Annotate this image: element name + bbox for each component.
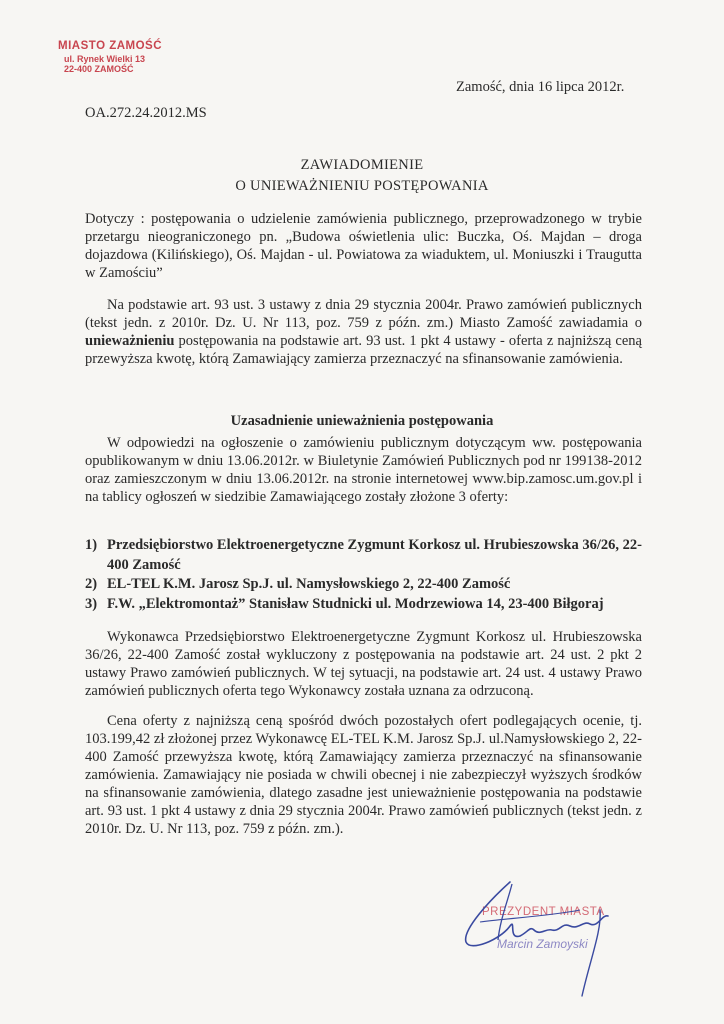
document-title — [0, 155, 724, 197]
offer-text: F.W. „Elektromontaż” Stanisław Studnicki ul. Modrzewiowa 14, 23-400 Biłgoraj — [107, 595, 604, 612]
justification-heading: Uzasadnienie unieważnienia postępowania — [230, 413, 494, 429]
price-paragraph: Cena oferty z najniższą ceną spośród dwóch pozostałych ofert podlegających ocenie, tj. 103.199,42 zł złożonej przez Wykonawcę EL-TEL K.M. Jarosz Sp.J. ul.Namysłowskiego 2, 22-400 Zamość przewyższa kwotę, którą Zamawiający zamierza przeznaczyć na sfinansowanie zamówienia. Zamawiający nie posiada w chwili obecnej i nie zabezpieczył wyższych środków na sfinansowanie zamówienia, dlatego zasadne jest unieważnienie postępowania na podstawie art. 93 ust. 1 pkt 4 ustawy z dnia 29 stycznia 2004r. Prawo zamówień publicznych (tekst jedn. z 2010r. Dz. U. Nr 113, poz. 759 z późn. zm.). — [85, 713, 642, 837]
notice-text-2: postępowania na podstawie art. 93 ust. 1 pkt 4 ustawy - oferta z najniższą ceną przewyższa kwotę, którą Zamawiający zamierza przeznaczyć na sfinansowanie zamówienia. — [85, 333, 642, 367]
subject-paragraph: Dotyczy : postępowania o udzielenie zamówienia publicznego, przeprowadzonego w trybie przetargu nieograniczonego pn. „Budowa oświetlenia ulic: Buczka, Oś. Majdan – droga dojazdowa (Kilińskiego), Oś. Majdan - ul. Powiatowa za wiaduktem, ul. Moniuszki i Traugutta w Zamościu” — [85, 211, 642, 281]
notice-bold-word: unieważnieniu — [85, 333, 175, 349]
signature-stamp-title: PREZYDENT MIASTA — [482, 906, 605, 918]
list-item — [85, 595, 645, 615]
notice-paragraph — [85, 296, 642, 368]
offers-list — [85, 536, 645, 614]
letterhead-stamp — [58, 40, 162, 75]
stamp-postcode: 22-400 ZAMOŚĆ — [64, 64, 134, 75]
reference-number: OA.272.24.2012.MS — [85, 105, 207, 121]
offer-text: Przedsiębiorstwo Elektroenergetyczne Zygmunt Korkosz ul. Hrubieszowska 36/26, 22-400 Zamość — [107, 537, 642, 573]
offer-number: 1) — [85, 537, 98, 553]
stamp-city: MIASTO ZAMOŚĆ — [58, 40, 163, 52]
notice-text-1: Na podstawie art. 93 ust. 3 ustawy z dnia 29 stycznia 2004r. Prawo zamówień publicznych (tekst jedn. z 2010r. Dz. U. Nr 113, poz. 759 z późn. zm.) Miasto Zamość zawiadamia o — [85, 297, 642, 331]
handwritten-signature — [450, 870, 650, 1000]
list-item — [85, 536, 645, 575]
list-item — [85, 575, 645, 595]
document-date: Zamość, dnia 16 lipca 2012r. — [456, 79, 625, 95]
signature-stamp-name: Marcin Zamoyski — [497, 937, 588, 951]
offer-number: 2) — [85, 576, 98, 592]
offer-number: 3) — [85, 595, 98, 612]
exclusion-paragraph: Wykonawca Przedsiębiorstwo Elektroenergetyczne Zygmunt Korkosz ul. Hrubieszowska 36/26, 22-400 Zamość został wykluczony z postępowania na podstawie art. 24 ust. 2 pkt 2 ustawy Prawo zamówień publicznych. W tej sytuacji, na podstawie art. 24 ust. 4 ustawy Prawo zamówień publicznych oferta tego Wykonawcy została uznana za odrzuconą. — [85, 629, 642, 699]
justification-intro: W odpowiedzi na ogłoszenie o zamówieniu publicznym dotyczącym ww. postępowania opublikowanym w dniu 13.06.2012r. w Biuletynie Zamówień Publicznych pod nr 199138-2012 oraz zamieszczonym w dniu 13.06.2012r. na stronie internetowej www.bip.zamosc.um.gov.pl i na tablicy ogłoszeń w siedzibie Zamawiającego zostały złożone 3 oferty: — [85, 435, 642, 505]
title-line-1: ZAWIADOMIENIE — [300, 157, 424, 173]
title-line-2: O UNIEWAŻNIENIU POSTĘPOWANIA — [235, 178, 489, 194]
offer-text: EL-TEL K.M. Jarosz Sp.J. ul. Namysłowskiego 2, 22-400 Zamość — [107, 576, 511, 592]
stamp-street: ul. Rynek Wielki 13 — [64, 53, 145, 64]
